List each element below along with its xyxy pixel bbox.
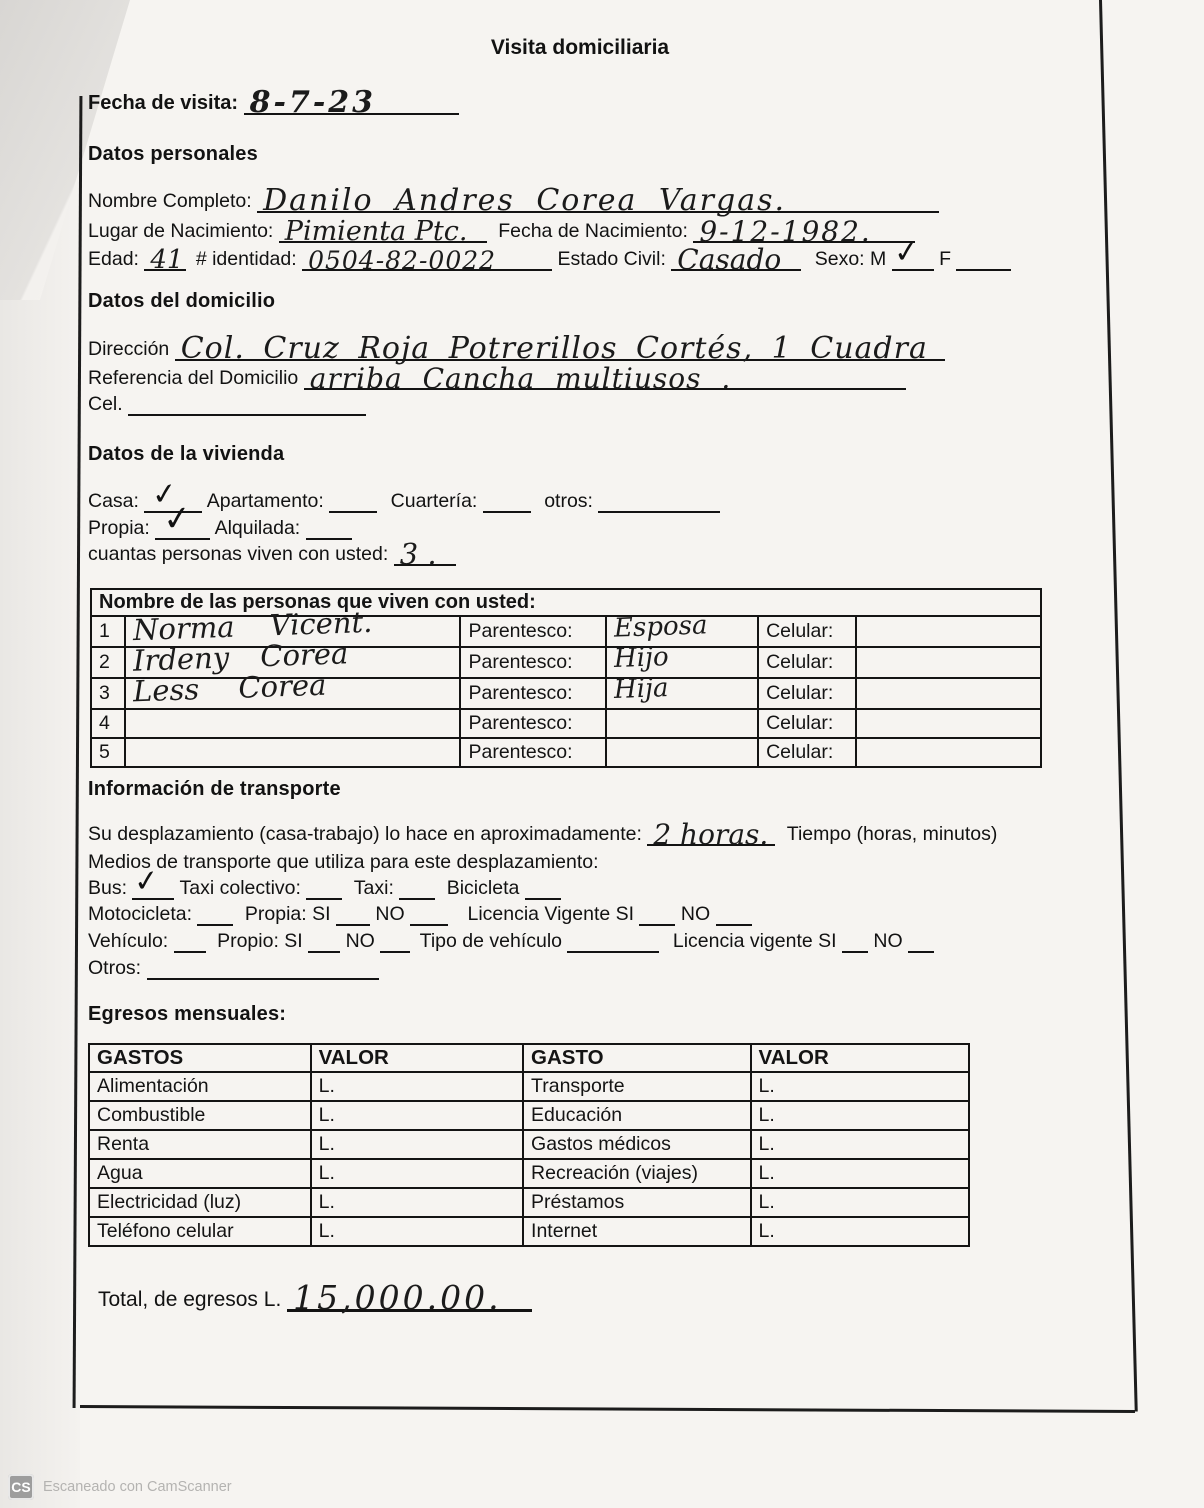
veh-lic-si-field [842,932,868,953]
expense-name: Recreación (viajes) [523,1159,751,1188]
parentesco-cell [606,709,758,738]
cohabitants-label: cuantas personas viven con usted: [88,543,389,565]
form-border-bottom [80,1405,1135,1413]
reference-field [304,361,906,395]
total-value: 15,000.00. [293,1277,502,1317]
section-vivienda-title: Datos de la vivienda [88,443,285,465]
cohabitants-line [88,536,456,571]
sex-m-checkmark: ✓ [891,233,921,272]
civil-status-field [671,242,801,276]
member-name: Less Corea [132,667,327,709]
cuarteria-label: Cuartería: [390,490,478,512]
vehiculo-label: Vehículo: [88,930,169,952]
parentesco-label: Parentesco: [460,647,606,678]
alquilada-field [306,519,352,540]
row-number: 5 [91,738,125,767]
propia-checkmark: ✓ [161,497,194,541]
section-transport-title: Información de transporte [88,778,341,800]
expenses-header: GASTO [523,1044,751,1072]
expenses-table [88,1043,970,1247]
expenses-header-row [89,1044,969,1072]
taxi-colectivo-field [306,879,342,900]
otros-label: Otros: [88,957,142,979]
section-personal-title: Datos personales [88,143,258,165]
taxi-field [399,879,435,900]
expense-name: Agua [89,1159,311,1188]
expenses-header: VALOR [311,1044,523,1072]
parentesco-cell [606,738,758,767]
reference-value: arriba Cancha multiusos . [309,361,732,395]
celular-label: Celular: [758,647,856,678]
bus-field [132,862,174,901]
address-value: Col. Cruz Roja Potrerillos Cortés, 1 Cuadra [180,331,928,366]
table-row [91,678,1041,709]
moto-no-label: NO [375,903,405,925]
expenses-header: GASTOS [89,1044,311,1072]
age-id-line [88,233,1011,276]
parentesco-value: Hija [613,672,670,705]
cel-field [128,395,366,416]
celular-label: Celular: [758,678,856,709]
address-label: Dirección [88,338,170,360]
expense-value: L. [311,1072,523,1101]
expense-value: L. [751,1101,969,1130]
address-field [175,331,945,366]
veh-no-label: NO [345,930,375,952]
veh-licencia-label: Licencia vigente SI [672,930,837,952]
birthdate-value: 9-12-1982. [699,214,872,248]
birthdate-label: Fecha de Nacimiento: [498,220,688,242]
bicicleta-label: Bicicleta [446,877,520,899]
civil-status-label: Estado Civil: [557,248,666,270]
birthdate-field [693,214,915,248]
table-row [91,709,1041,738]
section-expenses-title: Egresos mensuales: [88,1003,287,1025]
member-name-cell [125,709,461,738]
fullname-label: Nombre Completo: [88,190,252,212]
bus-label: Bus: [88,877,128,899]
moto-lic-no-field [716,905,752,926]
table-row [89,1101,969,1130]
commute-line [88,817,998,851]
veh-lic-no-field [908,932,934,953]
visit-date-value: 8-7-23 [249,85,377,120]
row-number: 1 [91,616,125,647]
cohabitants-field [394,536,456,571]
celular-cell [856,678,1041,709]
reference-line [88,361,906,395]
id-field [302,246,552,275]
birth-line [88,214,915,248]
member-name: Norma Vicent. [132,604,373,648]
vehiculo-field [174,932,206,953]
vehicle-line [88,930,934,953]
expense-name: Teléfono celular [89,1217,311,1246]
total-line [98,1277,532,1317]
sex-m-field [891,233,934,272]
casa-checkmark: ✓ [150,475,180,514]
parentesco-value: Esposa [613,609,709,644]
commute-units-label: Tiempo (horas, minutos) [786,823,998,845]
birthplace-field [279,216,487,248]
otros-line [88,957,379,980]
commute-label: Su desplazamiento (casa-trabajo) lo hace en aproximadamente: [88,823,642,845]
parentesco-label: Parentesco: [460,616,606,647]
fullname-line [88,183,939,218]
parentesco-label: Parentesco: [460,678,606,709]
expense-value: L. [751,1072,969,1101]
expense-name: Renta [89,1130,311,1159]
otros-field [147,959,379,980]
expense-value: L. [751,1188,969,1217]
commute-value: 2 horas. [653,817,769,851]
expense-value: L. [751,1217,969,1246]
bicicleta-field [525,879,561,900]
celular-cell [856,738,1041,767]
moto-no-field [410,905,448,926]
sex-f-field [956,250,1011,271]
taxi-colectivo-label: Taxi colectivo: [179,877,301,899]
table-row [89,1130,969,1159]
section-domicilio-title: Datos del domicilio [88,290,276,312]
otros-vivienda-field [598,492,720,513]
member-name-cell [125,738,461,767]
expense-name: Combustible [89,1101,311,1130]
veh-no-field [380,932,410,953]
civil-status-value: Casado [677,242,782,276]
form-border-right [1099,0,1138,1412]
row-number: 2 [91,647,125,678]
expense-value: L. [311,1188,523,1217]
fullname-field [257,183,939,218]
bus-line [88,862,561,901]
id-value: 0504-82-0022 [308,246,497,275]
commute-field [647,817,775,851]
otros-vivienda-label: otros: [544,490,593,512]
propia-label: Propia: [88,517,150,539]
expense-name: Educación [523,1101,751,1130]
propia-field [155,497,210,541]
expense-value: L. [751,1159,969,1188]
reference-label: Referencia del Domicilio [88,367,299,389]
cuarteria-field [483,492,531,513]
expense-name: Transporte [523,1072,751,1101]
expense-name: Electricidad (luz) [89,1188,311,1217]
fullname-value: Danilo Andres Corea Vargas. [263,183,787,218]
table-row [89,1159,969,1188]
sex-label: Sexo: M [814,248,887,270]
motocicleta-label: Motocicleta: [88,903,193,925]
total-field [287,1277,532,1317]
visit-date-line [88,85,459,120]
total-label: Total, de egresos L. [98,1288,282,1311]
apartamento-field [329,492,377,513]
expense-value: L. [311,1159,523,1188]
age-label: Edad: [88,248,139,270]
veh-tipo-field [567,932,659,953]
sex-f-label: F [939,248,952,270]
celular-label: Celular: [758,709,856,738]
table-row [91,738,1041,767]
expense-name: Alimentación [89,1072,311,1101]
member-name: Irdeny Corea [132,636,349,678]
casa-label: Casa: [88,490,139,512]
motocicleta-field [197,905,233,926]
camscanner-watermark [8,1474,232,1500]
table-row [89,1072,969,1101]
veh-lic-no-label: NO [873,930,903,952]
parentesco-cell [606,641,758,678]
member-name-cell [125,667,461,709]
expense-value: L. [311,1101,523,1130]
celular-cell [856,709,1041,738]
parentesco-cell [606,609,758,647]
expense-value: L. [751,1130,969,1159]
celular-label: Celular: [758,738,856,767]
household-table [90,588,1042,768]
celular-label: Celular: [758,616,856,647]
household-table-title: Nombre de las personas que viven con usted: [91,589,1041,616]
form-title: Visita domiciliaria [490,36,670,59]
veh-propio-label: Propio: SI [217,930,303,952]
age-field [144,245,186,276]
table-row [89,1188,969,1217]
parentesco-value: Hijo [613,641,670,674]
row-number: 3 [91,678,125,709]
cel-line [88,393,366,416]
parentesco-label: Parentesco: [460,738,606,767]
cel-label: Cel. [88,393,123,415]
camscanner-text: Escaneado con CamScanner [43,1479,232,1495]
visit-date-field [244,85,459,120]
moto-propia-label: Propia: SI [244,903,331,925]
moto-licencia-label: Licencia Vigente SI [467,903,635,925]
moto-lic-no-label: NO [680,903,711,925]
taxi-label: Taxi: [353,877,394,899]
expense-value: L. [311,1130,523,1159]
row-number: 4 [91,709,125,738]
expense-name: Préstamos [523,1188,751,1217]
id-label: # identidad: [195,248,297,270]
age-value: 41 [150,245,184,276]
address-line [88,331,945,366]
expense-value: L. [311,1217,523,1246]
moto-si-field [336,905,370,926]
celular-cell [856,647,1041,678]
parentesco-cell [606,672,758,709]
veh-tipo-label: Tipo de vehículo [419,930,563,952]
expense-name: Gastos médicos [523,1130,751,1159]
bus-checkmark: ✓ [132,862,162,901]
celular-cell [856,616,1041,647]
alquilada-label: Alquilada: [214,517,301,539]
expenses-header: VALOR [751,1044,969,1072]
moto-lic-si-field [639,905,675,926]
birthplace-label: Lugar de Nacimiento: [88,220,274,242]
cohabitants-value: 3 . [399,536,437,571]
expense-name: Internet [523,1217,751,1246]
motorcycle-line [88,903,752,926]
parentesco-label: Parentesco: [460,709,606,738]
camscanner-logo: CS [8,1474,34,1500]
apartamento-label: Apartamento: [206,490,324,512]
birthplace-value: Pimienta Ptc. [284,216,468,248]
veh-si-field [308,932,340,953]
medios-label: Medios de transporte que utiliza para este desplazamiento: [88,851,599,873]
table-row [89,1217,969,1246]
visit-date-label: Fecha de visita: [88,92,239,114]
